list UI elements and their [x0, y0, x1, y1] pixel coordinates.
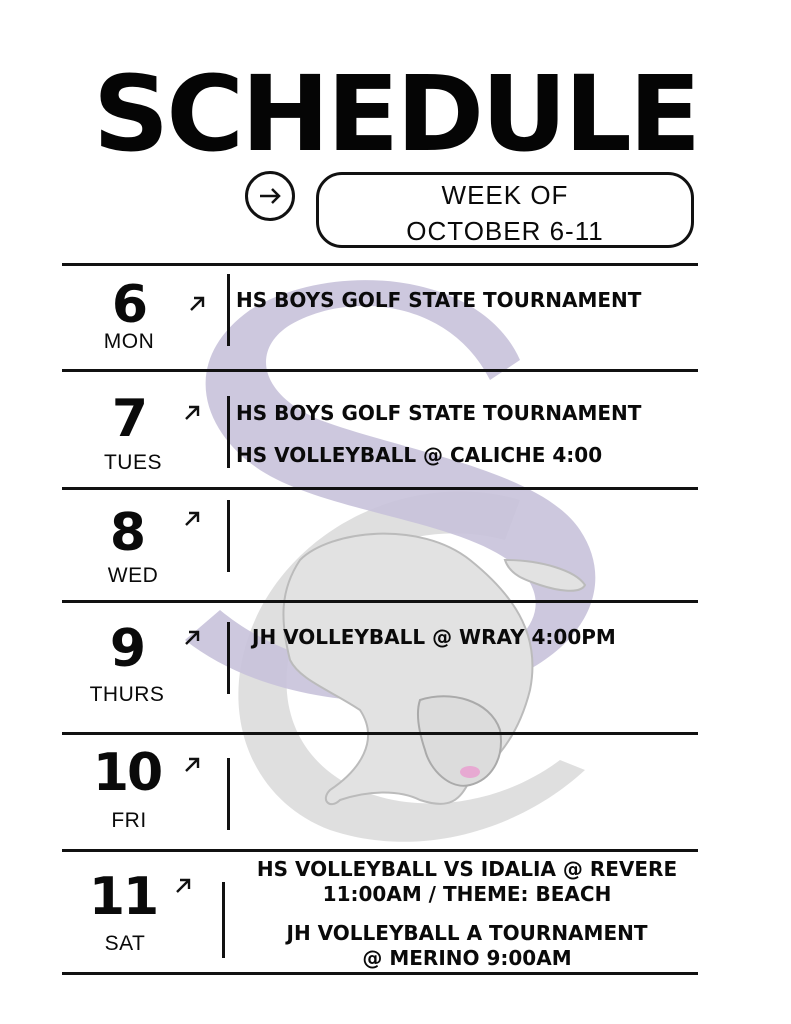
week-label-line1: WEEK OF	[441, 180, 569, 210]
arrow-up-right-icon	[184, 511, 200, 527]
event-item: @ MERINO 9:00AM	[362, 946, 572, 970]
arrow-up-right-icon	[189, 296, 205, 312]
arrow-up-right-icon	[184, 757, 200, 773]
watermark-panther-mouth	[460, 766, 480, 778]
divider	[62, 369, 698, 372]
event-item: HS VOLLEYBALL @ CALICHE 4:00	[236, 443, 603, 467]
divider	[62, 487, 698, 490]
day-number: 11	[88, 867, 158, 927]
divider	[62, 972, 698, 975]
day-divider	[227, 622, 230, 694]
day-divider	[227, 758, 230, 830]
day-divider	[222, 882, 225, 958]
day-number: 10	[92, 743, 162, 803]
page-title: SCHEDULE	[92, 53, 699, 175]
day-divider	[227, 396, 230, 468]
divider	[62, 732, 698, 735]
divider	[62, 600, 698, 603]
event-item: HS BOYS GOLF STATE TOURNAMENT	[236, 401, 642, 425]
arrow-up-right-icon	[184, 630, 200, 646]
day-name: SAT	[104, 932, 146, 955]
day-divider	[227, 500, 230, 572]
event-item: 11:00AM / THEME: BEACH	[322, 882, 612, 906]
arrow-up-right-icon	[184, 405, 200, 421]
divider	[62, 849, 698, 852]
day-number: 6	[111, 275, 147, 335]
day-name: FRI	[111, 809, 147, 832]
day-name: WED	[107, 564, 159, 587]
day-name: MON	[103, 330, 155, 353]
event-item: HS VOLLEYBALL VS IDALIA @ REVERE	[256, 857, 678, 881]
arrow-up-right-icon	[175, 878, 191, 894]
arrow-right-circle-icon	[245, 171, 295, 221]
day-name: THURS	[89, 683, 165, 706]
week-of-box	[316, 172, 694, 248]
day-number: 8	[109, 503, 145, 563]
day-name: TUES	[103, 451, 162, 474]
week-label-line2: OCTOBER 6-11	[406, 216, 604, 246]
day-number: 9	[109, 619, 145, 679]
event-item: JH VOLLEYBALL A TOURNAMENT	[286, 921, 648, 945]
day-number: 7	[111, 389, 147, 449]
day-divider	[227, 274, 230, 346]
event-item: JH VOLLEYBALL @ WRAY 4:00PM	[252, 625, 616, 649]
event-item: HS BOYS GOLF STATE TOURNAMENT	[236, 288, 642, 312]
divider	[62, 263, 698, 266]
